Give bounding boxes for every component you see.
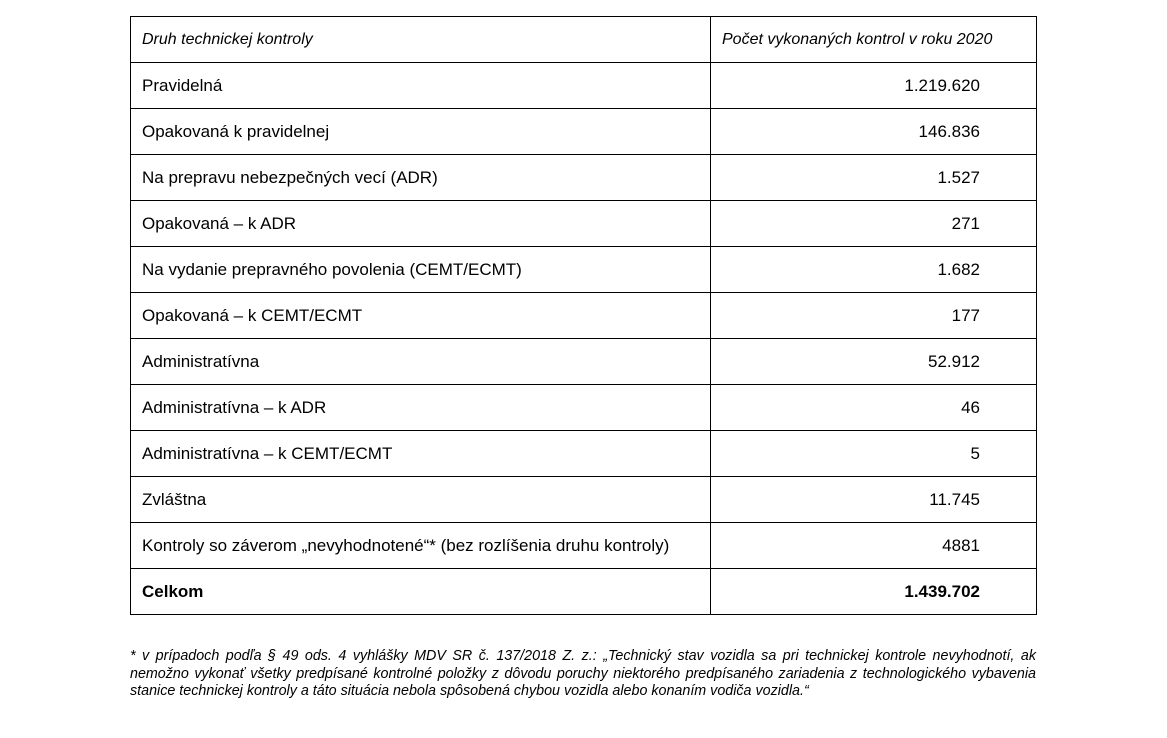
table-header-row	[131, 17, 1037, 63]
row-label: Na prepravu nebezpečných vecí (ADR)	[131, 155, 711, 201]
column-header-type: Druh technickej kontroly	[131, 17, 711, 63]
inspection-table	[130, 16, 1037, 615]
row-value: 46	[711, 385, 1037, 431]
row-label: Administratívna	[131, 339, 711, 385]
table-row	[131, 109, 1037, 155]
row-label: Opakovaná – k CEMT/ECMT	[131, 293, 711, 339]
table-row	[131, 477, 1037, 523]
row-value: 1.682	[711, 247, 1037, 293]
total-label: Celkom	[131, 569, 711, 615]
column-header-count: Počet vykonaných kontrol v roku 2020	[711, 17, 1037, 63]
row-label: Administratívna – k CEMT/ECMT	[131, 431, 711, 477]
table-row	[131, 339, 1037, 385]
table-row	[131, 201, 1037, 247]
row-value: 1.219.620	[711, 63, 1037, 109]
row-value: 177	[711, 293, 1037, 339]
table-row	[131, 293, 1037, 339]
row-value: 4881	[711, 523, 1037, 569]
row-value: 52.912	[711, 339, 1037, 385]
table-total-row	[131, 569, 1037, 615]
row-label: Opakovaná – k ADR	[131, 201, 711, 247]
row-value: 5	[711, 431, 1037, 477]
table-row	[131, 523, 1037, 569]
row-label: Opakovaná k pravidelnej	[131, 109, 711, 155]
row-value: 271	[711, 201, 1037, 247]
total-value: 1.439.702	[711, 569, 1037, 615]
row-label: Pravidelná	[131, 63, 711, 109]
row-label: Administratívna – k ADR	[131, 385, 711, 431]
row-value: 146.836	[711, 109, 1037, 155]
table-row	[131, 155, 1037, 201]
table-row	[131, 385, 1037, 431]
footnote: * v prípadoch podľa § 49 ods. 4 vyhlášky MDV SR č. 137/2018 Z. z.: „Technický stav vozidla sa pri technickej kontrole nevyhodnotí, ak nemožno vykonať všetky predpísané kontrolné položky z dôvodu poruchy niektorého predpísaného zariadenia z technologického vybavenia stanice technickej kontroly a táto situácia nebola spôsobená chybou vozidla alebo konaním vodiča vozidla.“	[130, 648, 1036, 699]
row-value: 11.745	[711, 477, 1037, 523]
row-label: Na vydanie prepravného povolenia (CEMT/ECMT)	[131, 247, 711, 293]
table-row	[131, 431, 1037, 477]
row-label: Zvláštna	[131, 477, 711, 523]
table-row	[131, 63, 1037, 109]
row-label: Kontroly so záverom „nevyhodnotené“* (bez rozlíšenia druhu kontroly)	[131, 523, 711, 569]
table-row	[131, 247, 1037, 293]
row-value: 1.527	[711, 155, 1037, 201]
